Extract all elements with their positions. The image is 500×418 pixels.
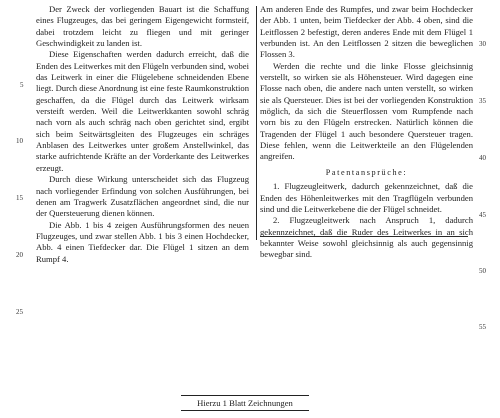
claims-rule	[260, 236, 468, 237]
line-number-35: 35	[479, 97, 486, 105]
claim-2: 2. Flugzeugleitwerk nach Anspruch 1, dadurch gekennzeichnet, daß die Ruder des Leitwerkes in an sich bekannter Weise sowohl gleichsinnig als auch gegensinnig bewegbar sind.	[260, 215, 473, 260]
line-number-50: 50	[479, 267, 486, 275]
drawings-footer: Hierzu 1 Blatt Zeichnungen	[181, 395, 309, 411]
line-number-20: 20	[16, 251, 23, 259]
line-number-15: 15	[16, 194, 23, 202]
claim-1: 1. Flugzeugleitwerk, dadurch gekennzeichnet, daß die Enden des Höhenleitwerkes mit den Tragflügeln verbunden sind und die Leitwerkebene die der Flügel schneidet.	[260, 181, 473, 214]
right-text-column	[260, 4, 473, 261]
column-divider	[256, 6, 257, 240]
line-number-10: 10	[16, 137, 23, 145]
paragraph-fins: Am anderen Ende des Rumpfes, und zwar beim Hochdecker der Abb. 1 unten, beim Tiefdecker der Abb. 4 oben, sind die Leitflossen 2 befestigt, deren anderes Ende mit dem Flügel 1 verbunden ist. An den Leitflossen 2 sitzen die beweglichen Flossen 3.	[260, 4, 473, 60]
line-number-40: 40	[479, 154, 486, 162]
claims-heading: Patentansprüche:	[325, 167, 408, 177]
paragraph-control: Werden die rechte und die linke Flosse gleichsinnig verstellt, so wirken sie als Höhensteuer. Wird dagegen eine Flosse nach oben, die andere nach unten verstellt, so wirken sie als Quersteuer. Dies ist bei der vorliegenden Konstruktion möglich, da sich die Steuerflossen vom Rumpfende nach vorn bis zu den Flügeln erstrecken. Natürlich können die Tragenden der Flügel 1 auch besondere Quersteuer tragen. Diese fehlen, wenn die Leitwerkteile an den Flügelenden angreifen.	[260, 60, 473, 162]
line-number-30: 30	[479, 40, 486, 48]
paragraph-purpose: Der Zweck der vorliegenden Bauart ist die Schaffung eines Flugzeuges, das bei geringem Eigengewicht formsteif, dabei trotzdem leicht zu fliegen und mit geringer Geschwindigkeit zu landen ist.	[36, 4, 249, 49]
line-number-25: 25	[16, 308, 23, 316]
paragraph-distinction: Durch diese Wirkung unterscheidet sich das Flugzeug nach vorliegender Erfindung von solchen Ausführungen, bei denen am Tragwerk Zusatzflächen angeordnet sind, die nur der Quersteuerung dienen können.	[36, 174, 249, 219]
line-number-55: 55	[479, 323, 486, 331]
paragraph-properties: Diese Eigenschaften werden dadurch erreicht, daß die Enden des Leitwerkes mit den Flügeln verbunden sind, wobei das Leitwerk in einer die Flügelebene schneidenden Ebene liegt. Durch diese Anordnung ist eine feste Raumkonstruktion geschaffen, da die Flügel durch das Leitwerk wirksam versteift werden. Weil die Leitwerkkanten sowohl schräg nach vorn als auch schräg nach oben gerichtet sind, ergibt sich beim Seitwärtsgleiten des Flugzeuges ein schräges Anblasen des Leitwerkes unter großem Anstellwinkel, das starke aufrichtende Kräfte an der Vorderkante des Leitwerkes erzeugt.	[36, 49, 249, 173]
left-text-column	[36, 4, 249, 265]
line-number-45: 45	[479, 211, 486, 219]
paragraph-figures: Die Abb. 1 bis 4 zeigen Ausführungsformen des neuen Flugzeuges, und zwar stellen Abb. 1 bis 3 einen Hochdecker, Abb. 4 einen Tiefdecker dar. Die Flügel 1 sitzen an dem Rumpf 4.	[36, 219, 249, 264]
line-number-5: 5	[20, 81, 24, 89]
